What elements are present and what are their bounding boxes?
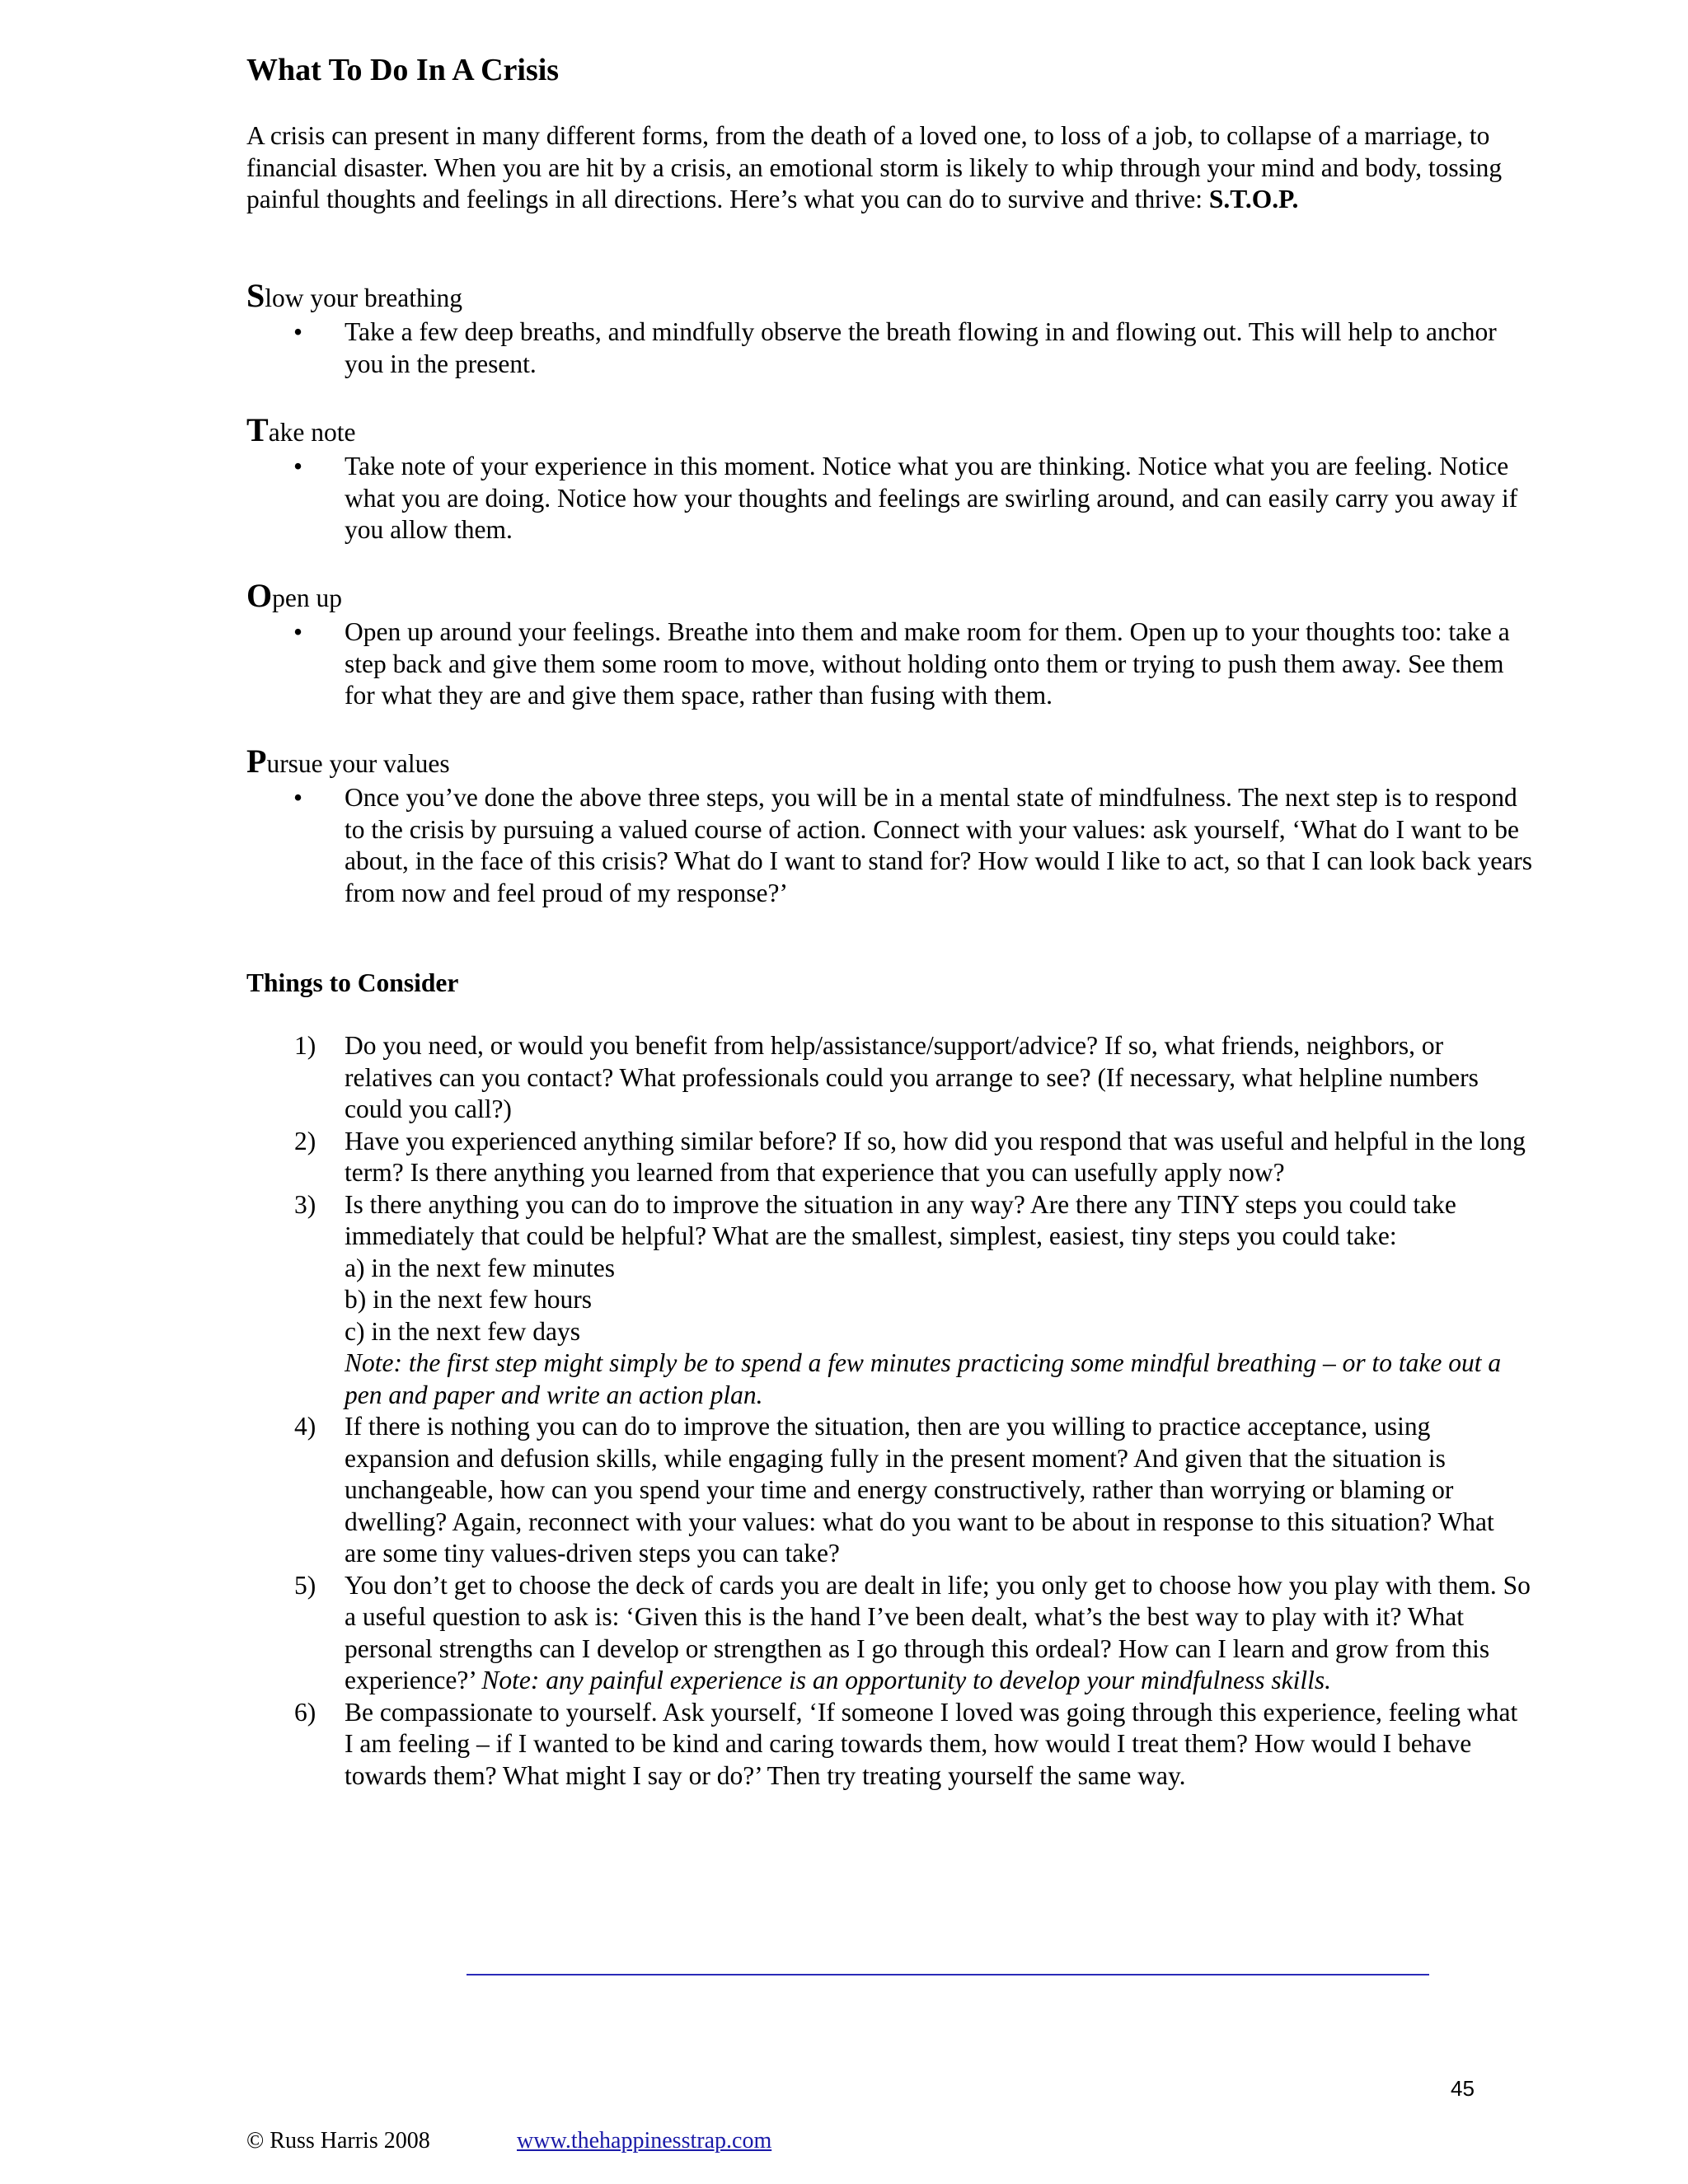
step-heading-rest: pen up — [272, 583, 342, 612]
bullet-icon: • — [293, 452, 303, 480]
step-heading — [246, 743, 1532, 782]
stop-acronym: S.T.O.P. — [1208, 185, 1299, 213]
item-number: 4) — [294, 1412, 316, 1441]
bullet-text: Once you’ve done the above three steps, you will be in a mental state of mindfulness. The next step is to respond to the crisis by pursuing a valued course of action. Connect with your values: ask yourself, ‘What do I want to be about, in the face of this crisis? What do I want to stand for? How would I like to act, so that I can look back years from now and feel proud of my response?’ — [345, 783, 1533, 907]
consider-list — [246, 1030, 1532, 1792]
step-heading — [246, 578, 1532, 616]
list-item — [246, 316, 1532, 380]
bullet-icon: • — [293, 617, 303, 646]
bullet-text: Take a few deep breaths, and mindfully observe the breath flowing in and flowing out. This will help to anchor you in the present. — [345, 317, 1497, 378]
item-text: You don’t get to choose the deck of cards you are dealt in life; you only get to choose how you play with them. So a useful question to ask is: ‘Given this is the hand I’ve been dealt, what’s the best way to play with it? What personal strengths can I develop or strengthen as I go through this ordeal? How can I learn and grow from this experience?’ — [345, 1570, 1531, 1694]
step-initial: T — [246, 411, 269, 448]
step-take-note — [246, 412, 1532, 546]
list-item — [246, 616, 1532, 712]
item-note: Note: any painful experience is an opportunity to develop your mindfulness skills. — [481, 1666, 1331, 1694]
copyright-notice: © Russ Harris 2008 — [246, 2128, 430, 2154]
footer-divider — [467, 1974, 1429, 1975]
item-text: Is there anything you can do to improve the situation in any way? Are there any TINY steps you could take immediately that could be helpful? What are the smallest, simplest, easiest, tiny steps you could take: — [345, 1189, 1456, 1250]
intro-paragraph — [246, 120, 1532, 216]
things-to-consider-heading: Things to Consider — [246, 968, 459, 997]
list-item — [246, 1411, 1532, 1570]
step-pursue-values — [246, 743, 1532, 909]
list-item — [246, 1126, 1532, 1189]
sub-item: b) in the next few hours — [345, 1285, 593, 1314]
step-heading-rest: ake note — [268, 418, 356, 447]
item-text: Do you need, or would you benefit from help/assistance/support/advice? If so, what friends, neighbors, or relatives can you contact? What professionals could you arrange to see? (If necessary, what helpline numbers could you call?) — [345, 1031, 1479, 1123]
list-item — [246, 1189, 1532, 1412]
list-item — [246, 1697, 1532, 1793]
bullet-icon: • — [293, 783, 303, 812]
list-item — [246, 1030, 1532, 1126]
list-item — [246, 451, 1532, 546]
bullet-text: Open up around your feelings. Breathe into them and make room for them. Open up to your thoughts too: take a step back and give them some room to move, without holding onto them or trying to push them away. See them for what they are and give them space, rather than fusing with them. — [345, 617, 1510, 710]
page-title: What To Do In A Crisis — [246, 53, 560, 87]
item-text: If there is nothing you can do to improve the situation, then are you willing to practice acceptance, using expansion and defusion skills, while engaging fully in the present moment? And given that the situation is unchangeable, how can you spend your time and energy constructively, rather than worrying or blaming or dwelling? Again, reconnect with your values: what do you want to be about in response to this situation? What are some tiny values-driven steps you can take? — [345, 1412, 1494, 1568]
item-text: Have you experienced anything similar before? If so, how did you respond that was useful and helpful in the long term? Is there anything you learned from that experience that you can usefully apply now? — [345, 1126, 1526, 1187]
intro-text: A crisis can present in many different forms, from the death of a loved one, to loss of a job, to collapse of a marriage, to financial disaster. When you are hit by a crisis, an emotional storm is likely to whip through your mind and body, tossing painful thoughts and feelings in all directions. Here’s what you can do to survive and thrive: — [246, 121, 1503, 213]
step-initial: O — [246, 577, 273, 614]
page-number: 45 — [1451, 2076, 1475, 2101]
step-initial: S — [246, 277, 265, 314]
item-number: 6) — [294, 1697, 316, 1727]
bullet-icon: • — [293, 317, 303, 346]
step-heading — [246, 278, 1532, 316]
website-link[interactable]: www.thehappinesstrap.com — [517, 2128, 772, 2154]
step-initial: P — [246, 743, 267, 780]
bullet-text: Take note of your experience in this moment. Notice what you are thinking. Notice what you are feeling. Notice what you are doing. Notice how your thoughts and feelings are swirling around, and can easily carry you away if you allow them. — [345, 452, 1518, 544]
step-open-up — [246, 578, 1532, 712]
step-slow-breathing — [246, 278, 1532, 380]
step-heading-rest: low your breathing — [265, 284, 462, 312]
item-number: 3) — [294, 1189, 316, 1219]
item-text: Be compassionate to yourself. Ask yourself, ‘If someone I loved was going through this experience, feeling what I am feeling – if I wanted to be kind and caring towards them, how would I treat them? How would I behave towards them? What might I say or do?’ Then try treating yourself the same way. — [345, 1697, 1518, 1790]
list-item — [246, 1570, 1532, 1697]
list-item — [246, 782, 1532, 909]
step-heading — [246, 412, 1532, 451]
item-number: 5) — [294, 1570, 316, 1600]
step-heading-rest: ursue your values — [266, 749, 450, 778]
sub-item: a) in the next few minutes — [345, 1253, 616, 1282]
item-number: 2) — [294, 1126, 316, 1155]
item-note: Note: the first step might simply be to spend a few minutes practicing some mindful breathing – or to take out a pen and paper and write an action plan. — [345, 1348, 1502, 1409]
item-number: 1) — [294, 1031, 316, 1060]
sub-item: c) in the next few days — [345, 1316, 581, 1346]
